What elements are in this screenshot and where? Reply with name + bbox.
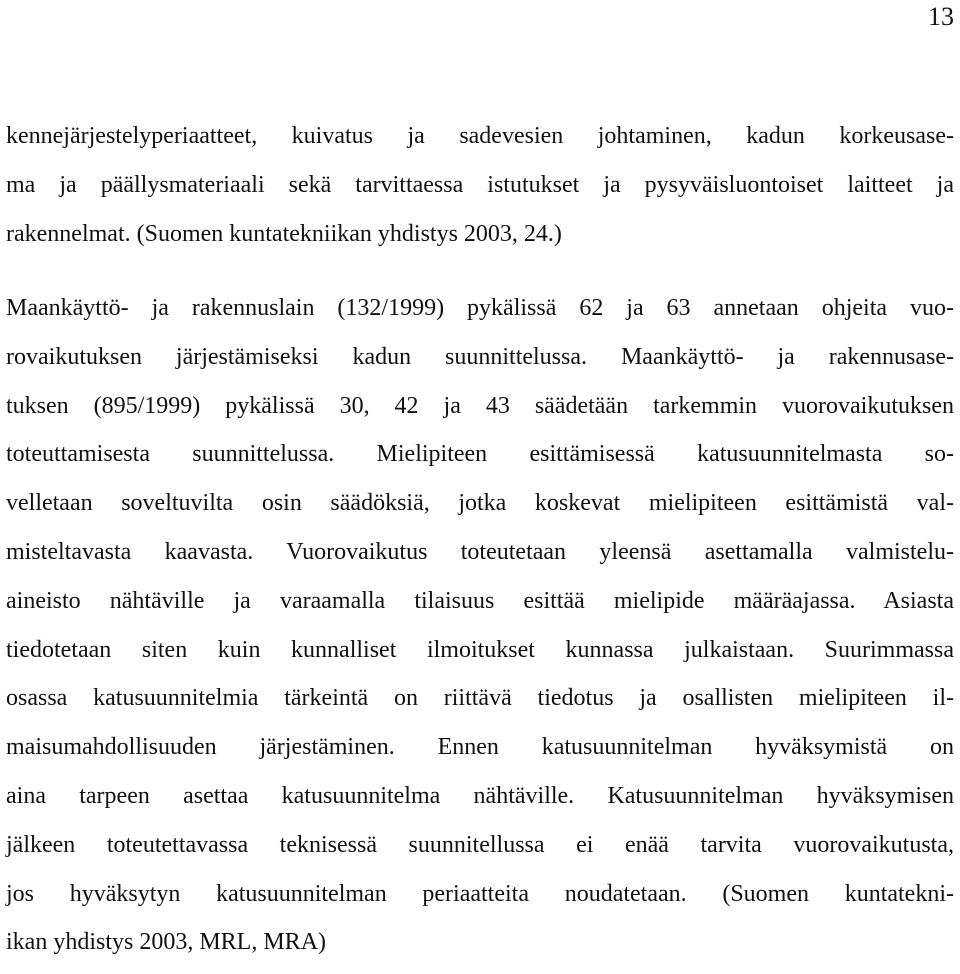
paragraph-line: tiedotetaan siten kuin kunnalliset ilmoitukset kunnassa julkaistaan. Suurimmassa [6,636,954,663]
paragraph-line: ikan yhdistys 2003, MRL, MRA) [6,929,327,956]
paragraph-line: ma ja päällysmateriaali sekä tarvittaessa istutukset ja pysyväisluontoiset laitteet ja [6,171,954,198]
paragraph-line: jälkeen toteutettavassa teknisessä suunnitellussa ei enää tarvita vuorovaikutusta, [6,831,954,858]
paragraph-line: toteuttamisesta suunnittelussa. Mielipiteen esittämisessä katusuunnitelmasta so- [6,441,954,468]
paragraph-line: velletaan soveltuvilta osin säädöksiä, jotka koskevat mielipiteen esittämistä val- [6,490,954,517]
paragraph-1 [6,112,954,258]
paragraph-line: tuksen (895/1999) pykälissä 30, 42 ja 43 säädetään tarkemmin vuorovaikutuksen [6,392,954,419]
paragraph-line: kennejärjestelyperiaatteet, kuivatus ja sadevesien johtaminen, kadun korkeusase- [6,123,954,149]
paragraph-line: aina tarpeen asettaa katusuunnitelma nähtäville. Katusuunnitelman hyväksymisen [6,782,954,809]
page-number: 13 [928,2,954,31]
paragraph-line: osassa katusuunnitelmia tärkeintä on riittävä tiedotus ja osallisten mielipiteen il- [6,685,954,712]
paragraph-line: rovaikutuksen järjestämiseksi kadun suunnittelussa. Maankäyttö- ja rakennusase- [6,343,954,370]
paragraph-2 [6,284,954,967]
paragraph-line: rakennelmat. (Suomen kuntatekniikan yhdistys 2003, 24.) [6,220,562,247]
paragraph-line: aineisto nähtäville ja varaamalla tilaisuus esittää mielipide määräajassa. Asiasta [6,587,954,614]
paragraph-line: Maankäyttö- ja rakennuslain (132/1999) pykälissä 62 ja 63 annetaan ohjeita vuo- [6,295,954,321]
paragraph-line: maisumahdollisuuden järjestäminen. Ennen katusuunnitelman hyväksymistä on [6,734,954,761]
paragraph-line: jos hyväksytyn katusuunnitelman periaatteita noudatetaan. (Suomen kuntatekni- [6,880,954,907]
paragraph-line: misteltavasta kaavasta. Vuorovaikutus toteutetaan yleensä asettamalla valmistelu- [6,538,954,565]
